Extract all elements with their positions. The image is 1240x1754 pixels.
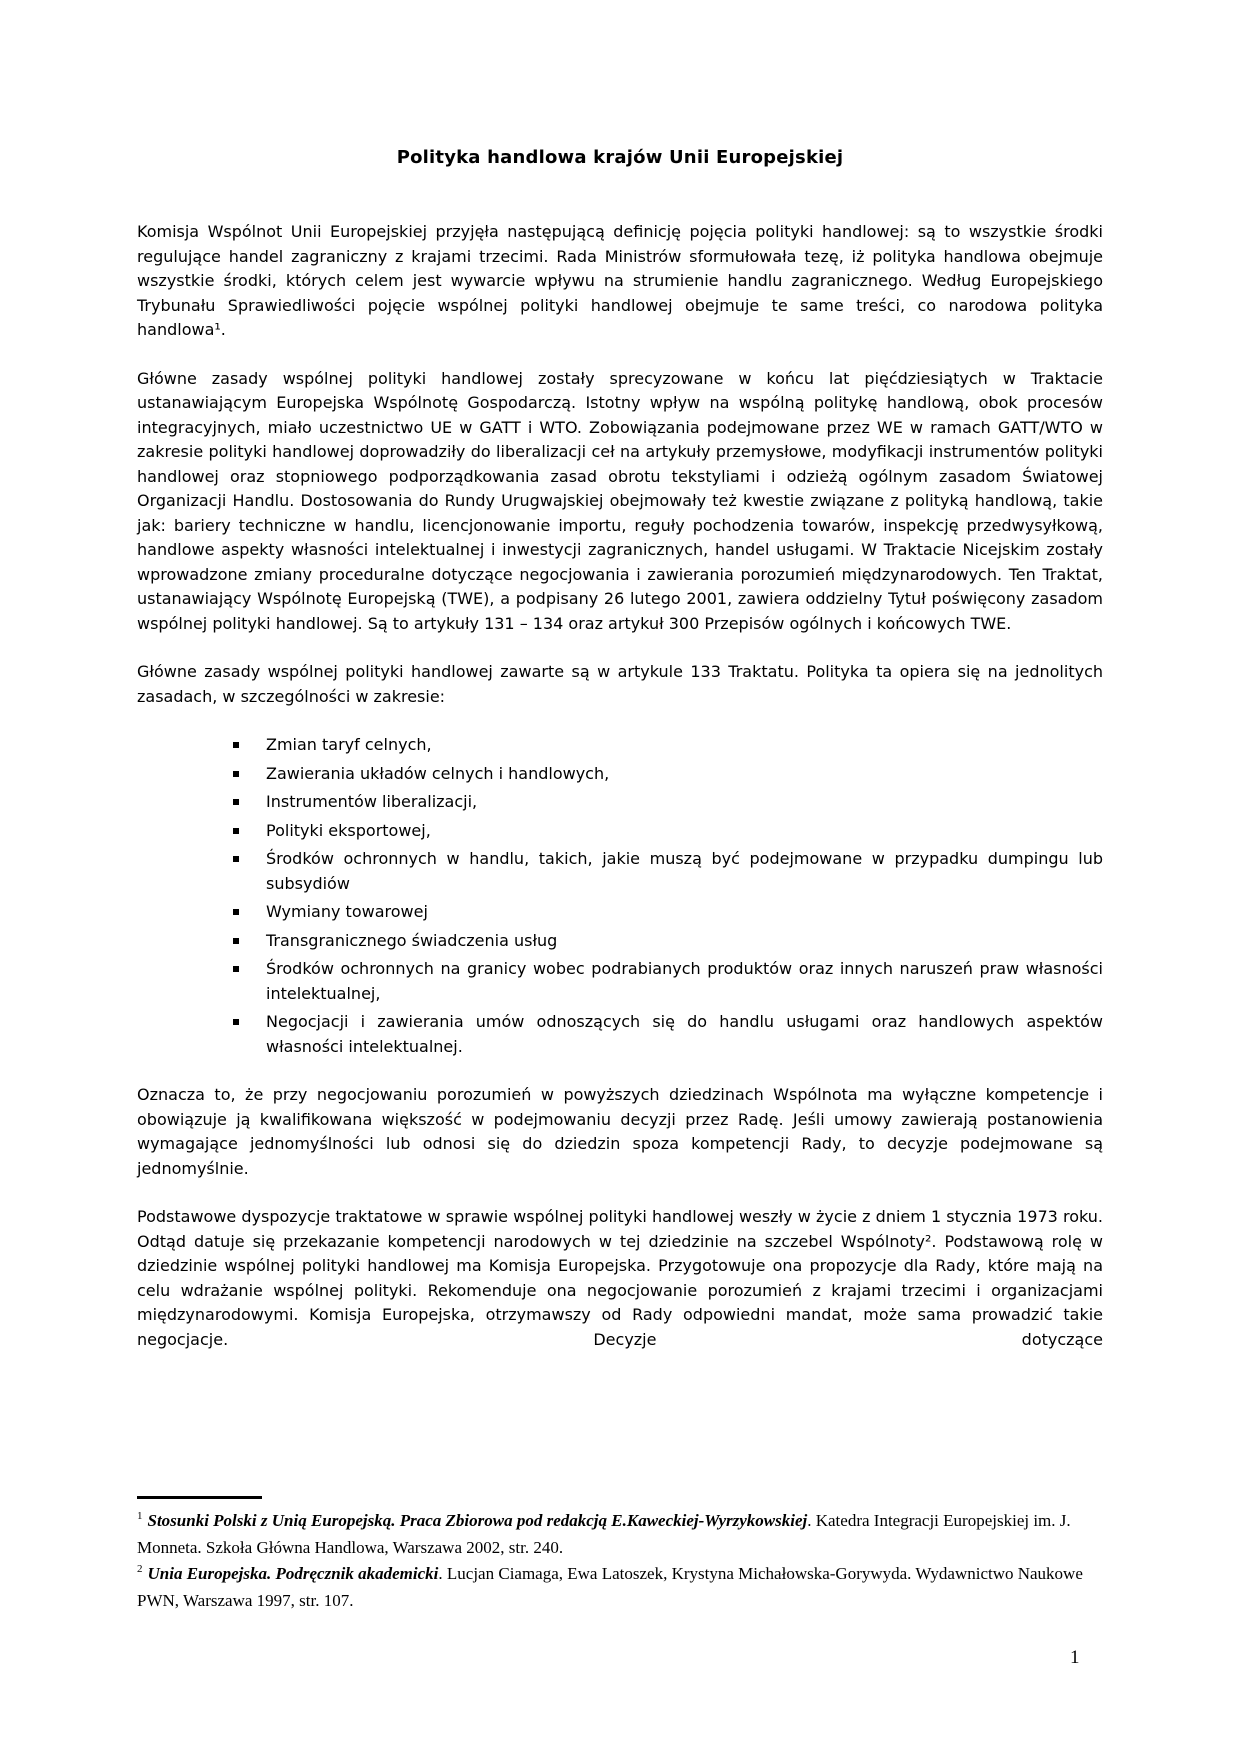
square-bullet-icon (233, 938, 239, 944)
bullet-item-label: Instrumentów liberalizacji, (266, 792, 478, 811)
footnote-2-source-title: Unia Europejska. Podręcznik akademicki (147, 1564, 439, 1583)
bullet-list (137, 733, 1103, 1059)
bullet-item (233, 819, 1103, 844)
square-bullet-icon (233, 1019, 239, 1025)
page-number: 1 (1070, 1647, 1080, 1668)
footnote-2 (137, 1561, 1103, 1614)
paragraph-definition: Komisja Wspólnot Unii Europejskiej przyjęła następującą definicję pojęcia polityki handlowej: są to wszystkie środki regulujące handel zagraniczny z krajami trzecimi. Rada Ministrów sformułowała tezę, iż polityka handlowa obejmuje wszystkie środki, których celem jest wywarcie wpływu na strumienie handlu zagranicznego. Według Europejskiego Trybunału Sprawiedliwości pojęcie wspólnej polityki handlowej obejmuje te same treści, co narodowa polityka handlowa¹. (137, 222, 1103, 339)
paragraph-history: Główne zasady wspólnej polityki handlowej zostały sprecyzowane w końcu lat pięćdziesiątych w Traktacie ustanawiającym Europejska Wspólnotę Gospodarczą. Istotny wpływ na wspólną politykę handlową, obok procesów integracyjnych, miało uczestnictwo UE w GATT i WTO. Zobowiązania podejmowane przez WE w ramach GATT/WTO w zakresie polityki handlowej doprowadziły do liberalizacji ceł na artykuły przemysłowe, modyfikacji instrumentów polityki handlowej oraz stopniowego podporządkowania zasad obrotu tekstyliami i odzieżą ogólnym zasadom Światowej Organizacji Handlu. Dostosowania do Rundy Urugwajskiej obejmowały też kwestie związane z polityką handlową, takie jak: bariery techniczne w handlu, licencjonowanie importu, reguły pochodzenia towarów, inspekcję przedwysyłkową, handlowe aspekty własności intelektualnej i inwestycji zagranicznych, handel usługami. W Traktacie Nicejskim zostały wprowadzone zmiany proceduralne dotyczące negocjowania i zawierania porozumień międzynarodowych. Ten Traktat, ustanawiający Wspólnotę Europejską (TWE), a podpisany 26 lutego 2001, zawiera oddzielny Tytuł poświęcony zasadom wspólnej polityki handlowej. Są to artykuły 131 – 134 oraz artykuł 300 Przepisów ogólnych i końcowych TWE. (137, 368, 1103, 633)
bullet-item (233, 790, 1103, 815)
bullet-item-label: Środków ochronnych na granicy wobec podrabianych produktów oraz innych naruszeń praw własności intelektualnej, (266, 959, 1103, 1003)
bullet-item-label: Negocjacji i zawierania umów odnoszących się do handlu usługami oraz handlowych aspektów własności intelektualnej. (266, 1012, 1103, 1056)
square-bullet-icon (233, 771, 239, 777)
footnote-2-marker: 2 (137, 1563, 143, 1576)
bullet-item (233, 762, 1103, 787)
bullet-item (233, 733, 1103, 758)
square-bullet-icon (233, 856, 239, 862)
bullet-item (233, 847, 1103, 896)
paragraph-treaty-dispositions: Podstawowe dyspozycje traktatowe w sprawie wspólnej polityki handlowej weszły w życie z dniem 1 stycznia 1973 roku. Odtąd datuje się przekazanie kompetencji narodowych w tej dziedzinie na szczebel Wspólnoty². Podstawową rolę w dziedzinie wspólnej polityki handlowej ma Komisja Europejska. Przygotowuje ona propozycje dla Rady, które mają na celu wdrażanie wspólnej polityki. Rekomenduje ona negocjowanie porozumień z krajami trzecimi i organizacjami międzynarodowymi. Komisja Europejska, otrzymawszy od Rady odpowiedni mandat, może sama prowadzić takie negocjacje. Decyzje dotyczące (137, 1207, 1103, 1349)
footnote-section (137, 1496, 1103, 1614)
bullet-item-label: Środków ochronnych w handlu, takich, jakie muszą być podejmowane w przypadku dumpingu lub subsydiów (266, 849, 1103, 893)
bullet-item-label: Zawierania układów celnych i handlowych, (266, 763, 610, 783)
footnote-1-marker: 1 (137, 1510, 143, 1523)
footnote-1-source-title: Stosunki Polski z Unią Europejską. Praca Zbiorowa pod redakcją E.Kaweckiej-Wyrzykowskiej (147, 1511, 808, 1530)
footnote-1 (137, 1508, 1103, 1561)
bullet-item-label: Polityki eksportowej, (266, 820, 431, 840)
document-title: Polityka handlowa krajów Unii Europejskiej (396, 147, 844, 168)
square-bullet-icon (233, 909, 239, 915)
square-bullet-icon (233, 828, 239, 834)
footnote-1-text: . Katedra Integracji Europejskiej im. J. Monneta. Szkoła Główna Handlowa, Warszawa 2002, str. 240. (137, 1511, 1071, 1557)
square-bullet-icon (233, 799, 239, 805)
bullet-item-label: Wymiany towarowej (266, 902, 428, 921)
bullet-item-label: Transgranicznego świadczenia usług (266, 930, 558, 950)
footnote-2-text: . Lucjan Ciamaga, Ewa Latoszek, Krystyna Michałowska-Gorywyda. Wydawnictwo Naukowe PWN, Warszawa 1997, str. 107. (137, 1564, 1083, 1610)
paragraph-competences: Oznacza to, że przy negocjowaniu porozumień w powyższych dziedzinach Wspólnota ma wyłączne kompetencje i obowiązuje ją kwalifikowana większość w podejmowaniu decyzji przez Radę. Jeśli umowy zawierają postanowienia wymagające jednomyślności lub odnosi się do dziedzin spoza kompetencji Rady, to decyzje podejmowane są jednomyślnie. (137, 1085, 1103, 1178)
bullet-item (233, 1010, 1103, 1059)
paragraph-article-133-lead: Główne zasady wspólnej polityki handlowej zawarte są w artykule 133 Traktatu. Polityka ta opiera się na jednolitych zasadach, w szczególności w zakresie: (137, 662, 1103, 706)
bullet-item (233, 957, 1103, 1006)
document-page (137, 0, 1103, 1376)
bullet-item-label: Zmian taryf celnych, (266, 735, 432, 754)
square-bullet-icon (233, 966, 239, 972)
bullet-item (233, 900, 1103, 925)
footnote-separator (137, 1496, 262, 1499)
bullet-item (233, 929, 1103, 954)
square-bullet-icon (233, 742, 239, 748)
